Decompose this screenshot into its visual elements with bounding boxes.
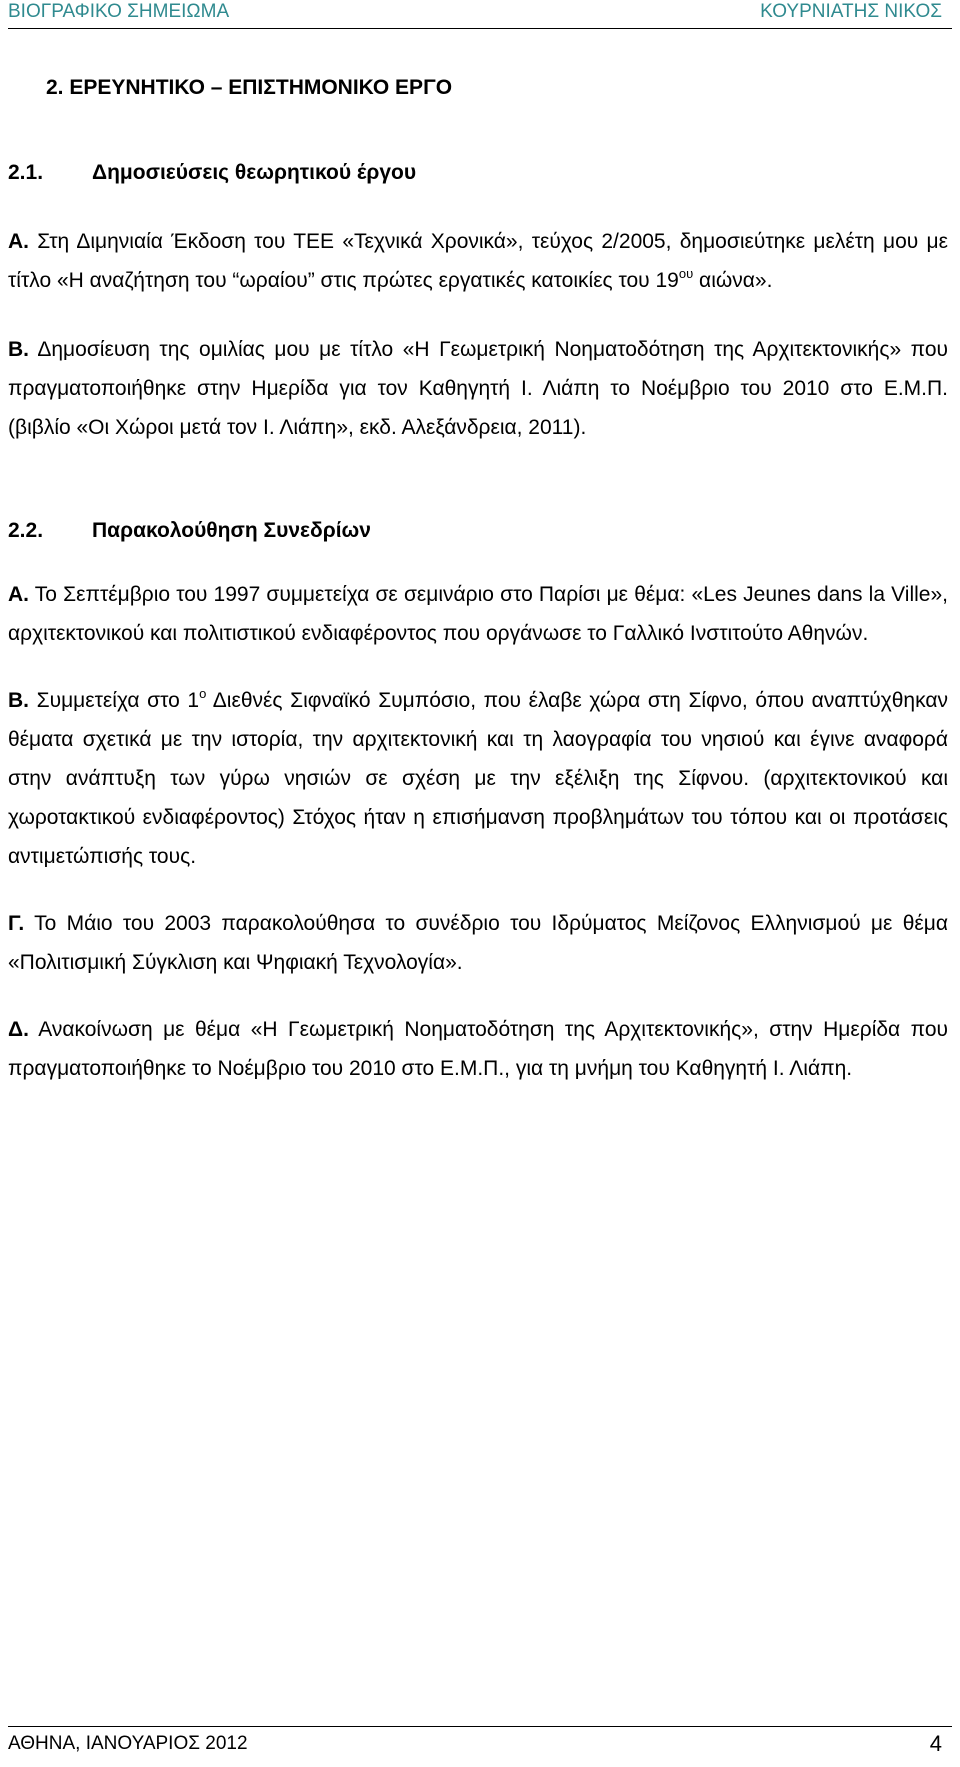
subsection-heading-publications [8, 159, 948, 187]
item-text: Δημοσίευση της ομιλίας μου με τίτλο «Η Γεωμετρική Νοηματοδότηση της Αρχιτεκτονικής» που πραγματοποιήθηκε στην Ημερίδα για τον Καθηγητή Ι. Λιάπη το Νοέμβριο του 2010 στο Ε.Μ.Π. (βιβλίο «Οι Χώροι μετά τον Ι. Λιάπη», εκδ. Αλεξάνδρεια, 2011). [8, 338, 948, 439]
item-text: Ανακοίνωση με θέμα «Η Γεωμετρική Νοηματοδότηση της Αρχιτεκτονικής», στην Ημερίδα που πραγματοποιήθηκε το Νοέμβριο του 2010 στο Ε.Μ.Π., για τη μνήμη του Καθηγητή Ι. Λιάπη. [8, 1018, 948, 1080]
page-footer [8, 1726, 952, 1767]
header-author-name: ΚΟΥΡΝΙΑΤΗΣ ΝΙΚΟΣ [760, 1, 942, 22]
item-label: Δ. [8, 1018, 29, 1041]
item-text-tail: Διεθνές Σιφναϊκό Συμπόσιο, που έλαβε χώρα στη Σίφνο, όπου αναπτύχθηκαν θέματα σχετικά με την ιστορία, την αρχιτεκτονική και τη λαογραφία του νησιού και έγινε αναφορά στην ανάπτυξη των γύρω νησιών σε σχέση με την εξέλιξη της Σίφνου. (αρχιτεκτονικού και χωροτακτικού ενδιαφέροντος) Στόχος ήταν η επισήμανση προβλημάτων του τόπου και οι προτάσεις αντιμετώπισής τους. [8, 689, 948, 868]
subsection-title: Δημοσιεύσεις θεωρητικού έργου [92, 161, 417, 184]
item-text: Το Σεπτέμβριο του 1997 συμμετείχα σε σεμινάριο στο Παρίσι με θέμα: «Les Jeunes dans la Ville», αρχιτεκτονικού και πολιτιστικού ενδιαφέροντος που οργάνωσε το Γαλλικό Ινστιτούτο Αθηνών. [8, 583, 948, 645]
subsection-title: Παρακολούθηση Συνεδρίων [92, 519, 371, 542]
document-body [8, 70, 948, 1088]
item-label: Β. [8, 689, 29, 712]
header-left-title: ΒΙΟΓΡΑΦΙΚΟ ΣΗΜΕΙΩΜΑ [8, 1, 230, 22]
conference-item-b [8, 681, 948, 876]
section-title: 2. ΕΡΕΥΝΗΤΙΚΟ – ΕΠΙΣΤΗΜΟΝΙΚΟ ΕΡΓΟ [46, 76, 453, 99]
item-text: Συμμετείχα στο 1 [29, 689, 200, 712]
item-text-tail: αιώνα». [693, 269, 773, 292]
publication-item-b [8, 330, 948, 447]
conference-item-d [8, 1010, 948, 1088]
item-label: Α. [8, 583, 29, 606]
subsection-heading-conferences [8, 517, 948, 545]
item-text: Το Μάιο του 2003 παρακολούθησα το συνέδριο του Ιδρύματος Μείζονος Ελληνισμού με θέμα «Πολιτισμική Σύγκλιση και Ψηφιακή Τεχνολογία». [8, 912, 948, 974]
publication-item-a [8, 222, 948, 300]
page-number: 4 [929, 1731, 942, 1756]
conference-item-a [8, 575, 948, 653]
item-superscript: ο [199, 686, 207, 701]
item-label: Β. [8, 338, 29, 361]
subsection-number: 2.1. [8, 161, 44, 184]
footer-place-date: ΑΘΗΝΑ, ΙΑΝΟΥΑΡΙΟΣ 2012 [8, 1733, 248, 1754]
item-label: Α. [8, 230, 29, 253]
item-label: Γ. [8, 912, 25, 935]
page-header [8, 0, 952, 29]
item-text: Στη Διμηνιαία Έκδοση του ΤΕΕ «Τεχνικά Χρονικά», τεύχος 2/2005, δημοσιεύτηκε μελέτη μου με τίτλο «Η αναζήτηση του “ωραίου” στις πρώτες εργατικές κατοικίες του 19 [8, 230, 948, 292]
conference-item-c [8, 904, 948, 982]
item-superscript: ου [678, 266, 694, 281]
subsection-number: 2.2. [8, 519, 44, 542]
